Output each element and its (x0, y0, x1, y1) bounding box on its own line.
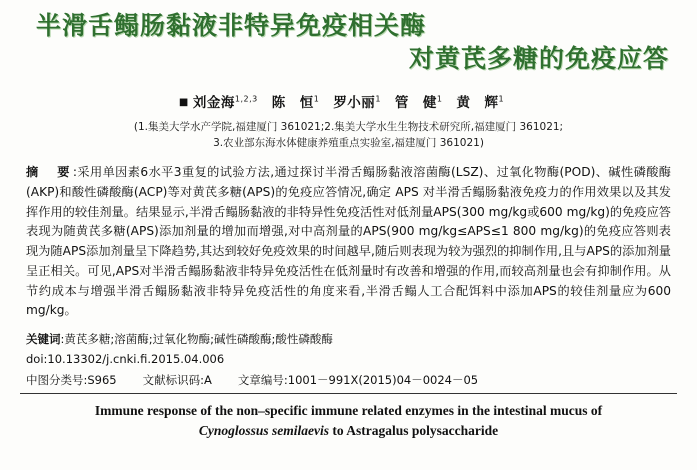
author-list (0, 91, 697, 111)
keywords-label: 关键词 (26, 332, 61, 347)
author-1 (193, 95, 258, 111)
identifier-line (26, 372, 671, 388)
author-5-name: 黄 辉 (456, 94, 499, 111)
author-5-sup: 1 (498, 94, 505, 103)
affiliation-line-1: (1.集美大学水产学院,福建厦门 361021;2.集美大学水生生物技术研究所,福建厦门 361021; (133, 120, 564, 133)
author-4 (395, 95, 443, 111)
keywords-text: :黄芪多糖;溶菌酶;过氧化物酶;碱性磷酸酶;酸性磷酸酶 (60, 332, 333, 347)
doi-value: 10.13302/j.cnki.fi.2015.04.006 (47, 352, 225, 367)
author-3-name: 罗小丽 (333, 94, 376, 111)
affiliations (0, 119, 697, 152)
clc-number: 中图分类号:S965 (26, 373, 117, 388)
species-name: Cynoglossus semilaevis (198, 422, 329, 438)
author-2-sup: 1 (313, 94, 320, 103)
horizontal-rule (20, 393, 677, 394)
author-2-name: 陈 恒 (271, 94, 314, 111)
author-1-sup: 1,2,3 (234, 94, 258, 103)
author-5 (457, 95, 505, 111)
author-4-sup: 1 (436, 94, 443, 103)
english-title-line-1: Immune response of the non–specific immune related enzymes in the intestinal mucus of (94, 403, 603, 419)
title-block (0, 0, 697, 75)
doi-line (26, 352, 671, 366)
abstract-text: :采用单因素6水平3重复的试验方法,通过探讨半滑舌鳎肠黏液溶菌酶(LSZ)、过氧化物酶(POD)、碱性磷酸酶(AKP)和酸性磷酸酶(ACP)等对黄芪多糖(APS)的免疫应答情况,确定 APS 对半滑舌鳎肠黏液免疫力的作用效果以及其发挥作用的较佳剂量。结果显示,半滑舌鳎肠黏液的非特异性免疫活性对低剂量APS(300 mg/kg或600 mg/kg)的免疫应答表现为随黄芪多糖(APS)添加剂量的增加而增强,对中高剂量的APS(900 mg/kg≤APS≤1 800 mg/kg)的免疫应答则表现为随APS添加剂量呈下降趋势,其达到较好免疫效果的时间越早,随后则表现为较为强烈的抑制作用,且与APS的添加剂量呈正相关。可见,APS对半滑舌鳎肠黏液非特异免疫活性在低剂量时有改善和增强的作用,而较高剂量也会有抑制作用。从节约成本与增强半滑舌鳎肠黏液非特异免疫活性的角度来看,半滑舌鳎人工合配饵料中添加APS的较佳剂量应为600 mg/kg。 (26, 165, 671, 318)
author-1-name: 刘金海 (192, 94, 235, 111)
abstract (26, 163, 671, 321)
abstract-label: 摘 要 (26, 165, 73, 180)
author-4-name: 管 健 (394, 94, 437, 111)
author-3-sup: 1 (375, 94, 381, 103)
english-title-line-2 (30, 421, 667, 441)
keywords (26, 331, 671, 348)
article-number: 文章编号:1001－991X(2015)04－0024－05 (237, 373, 479, 388)
english-title-tail: to Astragalus polysaccharide (329, 422, 499, 438)
author-3 (333, 95, 381, 111)
english-title (30, 401, 667, 440)
doi-label: doi: (26, 352, 48, 367)
author-2 (272, 95, 320, 111)
document-code: 文献标识码:A (142, 373, 212, 388)
chinese-title-line-2: 对黄芪多糖的免疫应答 (408, 44, 669, 74)
square-bullet-icon: ■ (178, 96, 189, 108)
chinese-title-line-1: 半滑舌鳎肠黏液非特异免疫相关酶 (36, 11, 427, 40)
affiliation-line-2: 3.农业部东海水体健康养殖重点实验室,福建厦门 361021) (213, 136, 484, 149)
